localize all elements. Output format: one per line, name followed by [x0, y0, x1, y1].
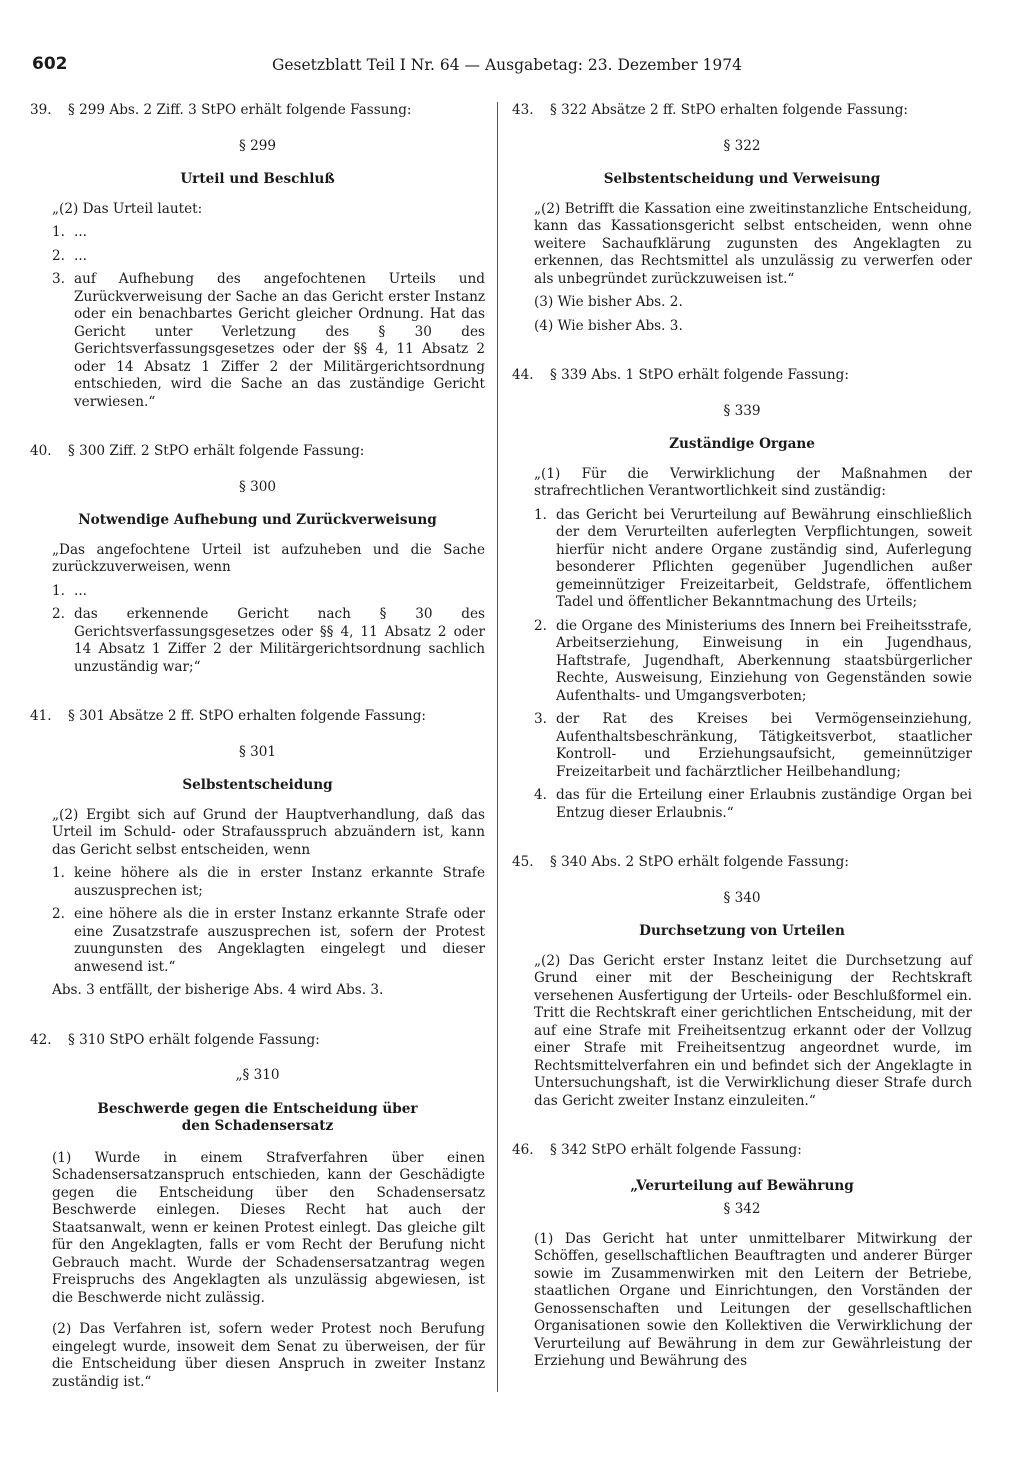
list-item: 3. der Rat des Kreises bei Vermögenseinziehung, Aufenthaltsbeschränkung, Tätigkeitsverbot, staatlicher Kontroll- und Erziehungsaufsicht, gemeinnütziger Freizeitarbeit und fachärztlicher Heilbehandlung;	[534, 711, 972, 780]
section-heading: Durchsetzung von Urteilen	[639, 923, 845, 939]
closing-note: Abs. 3 entfällt, der bisherige Abs. 4 wird Abs. 3.	[52, 982, 384, 998]
list-item: 2. ...	[52, 247, 87, 264]
amendment-number: 39.	[30, 102, 52, 118]
amendment-39	[30, 102, 485, 120]
amendment-intro: § 340 Abs. 2 StPO erhält folgende Fassung:	[550, 854, 849, 870]
amendment-46	[512, 1142, 972, 1160]
section-number: § 340	[723, 889, 761, 906]
section-number: § 301	[238, 743, 277, 760]
section-heading: „Verurteilung auf Bewährung	[630, 1177, 854, 1194]
section-heading	[30, 1101, 485, 1136]
section-heading: Selbstentscheidung und Verweisung	[603, 171, 881, 187]
section-heading: Urteil und Beschluß	[180, 171, 335, 187]
amendment-44	[512, 367, 972, 385]
quote-start: „(2) Ergibt sich auf Grund der Hauptverhandlung, daß das Urteil im Schuld- oder Strafausspruch abzuändern ist, kann das Gericht selbst entscheiden, wenn	[52, 806, 485, 858]
list-item: 1. ...	[52, 224, 87, 240]
heading-line: Beschwerde gegen die Entscheidung über	[97, 1100, 418, 1117]
right-column	[512, 102, 972, 1377]
amendment-intro: § 342 StPO erhält folgende Fassung:	[550, 1142, 802, 1158]
list-item: 1. keine höhere als die in erster Instanz erkannte Strafe auszusprechen ist;	[52, 865, 485, 899]
paragraph: (1) Das Gericht hat unter unmittelbarer Mitwirkung der Schöffen, gesellschaftlichen Beauftragten und anderer Bürger sowie im Zusammenwirken mit den Leitern der Betriebe, staatlichen Organe und Einrichtungen, den Vorständen der Genossenschaften und Leitungen der gesellschaftlichen Organisationen sowie den Kollektiven die Verwirklichung der Verurteilung auf Bewährung in dem zur Gewährleistung der Erziehung und Bewährung des	[534, 1230, 972, 1369]
section-number: § 299	[238, 137, 277, 154]
section-heading: Zuständige Organe	[669, 436, 815, 452]
amendment-42	[30, 1032, 485, 1050]
quote-start: „(2) Das Urteil lautet:	[52, 200, 203, 217]
quote-start: „(1) Für die Verwirklichung der Maßnahmen der strafrechtlichen Verantwortlichkeit sind zuständig:	[534, 465, 972, 499]
quote-start: „Das angefochtene Urteil ist aufzuheben und die Sache zurückzuverweisen, wenn	[52, 541, 485, 575]
amendment-43	[512, 102, 972, 120]
section-number: § 342	[723, 1201, 761, 1217]
amendment-41	[30, 708, 485, 726]
list-item: 3. auf Aufhebung des angefochtenen Urteils und Zurückverweisung der Sache an das Gericht erster Instanz oder ein benachbartes Gericht gleicher Ordnung. Hat das Gericht unter Verletzung des § 30 des Gerichtsverfassungsgesetzes oder der §§ 4, 11 Absatz 2 oder 14 Absatz 1 Ziffer 2 der Militärgerichtsordnung entschieden, wird die Sache an das zuständige Gericht verwiesen.“	[52, 271, 485, 410]
paragraph: (1) Wurde in einem Strafverfahren über einen Schadensersatzanspruch entschieden, kann der Geschädigte gegen die Entscheidung über den Schadensersatz Beschwerde einlegen. Dieses Recht hat auch der Staatsanwalt, wenn er keinen Protest einlegt. Das gleiche gilt für den Angeklagten, falls er vom Recht der Berufung nicht Gebrauch macht. Wurde der Schadensersatzantrag wegen Freispruchs des Angeklagten als unzulässig abgewiesen, ist die Beschwerde nicht zulässig.	[52, 1149, 485, 1306]
amendment-number: 44.	[512, 367, 534, 383]
amendment-intro: § 300 Ziff. 2 StPO erhält folgende Fassung:	[68, 443, 365, 459]
amendment-intro: § 310 StPO erhält folgende Fassung:	[68, 1031, 320, 1048]
paragraph: „(2) Betrifft die Kassation eine zweitinstanzliche Entscheidung, kann das Kassationsgericht selbst entscheiden, wenn ohne weitere Sachaufklärung zugunsten des Angeklagten zu erkennen, das Rechtsmittel als unzulässig zu verwerfen oder als unbegründet zurückzuweisen ist.“	[534, 200, 972, 287]
list-item: 4. das für die Erteilung einer Erlaubnis zuständige Organ bei Entzug dieser Erlaubnis.“	[534, 787, 972, 821]
paragraph: „(2) Das Gericht erster Instanz leitet die Durchsetzung auf Grund einer mit der Bescheinigung der Rechtskraft versehenen Ausfertigung der Urteils- oder Beschlußformel ein. Tritt die Rechtskraft einer gerichtlichen Entscheidung, mit der auf eine Strafe mit Freiheitsentzug erkannt oder der Vollzug einer Strafe mit Freiheitsentzug angeordnet wurde, im Rechtsmittelverfahren ein und befindet sich der Angeklagte in Untersuchungshaft, ist die Verwirklichung dieser Strafe durch das Gericht zweiter Instanz einzuleiten.“	[534, 952, 972, 1109]
amendment-intro: § 322 Absätze 2 ff. StPO erhalten folgende Fassung:	[550, 102, 908, 118]
section-number: § 339	[723, 402, 761, 419]
amendment-45	[512, 854, 972, 872]
amendment-intro: § 301 Absätze 2 ff. StPO erhalten folgende Fassung:	[68, 708, 426, 724]
list-item: 2. die Organe des Ministeriums des Innern bei Freiheitsstrafe, Arbeitserziehung, Einweisung in ein Jugendhaus, Haftstrafe, Jugendhaft, Aberkennung staatsbürgerlicher Rechte, Ausweisung, Einziehung von Gegenständen sowie Aufenthalts- und Umgangsverboten;	[534, 617, 972, 704]
section-heading: Notwendige Aufhebung und Zurückverweisung	[78, 512, 437, 528]
section-number: „§ 310	[235, 1067, 280, 1083]
amendment-number: 45.	[512, 854, 534, 870]
amendment-number: 40.	[30, 443, 52, 459]
column-divider	[497, 102, 498, 1392]
heading-line: den Schadensersatz	[181, 1118, 334, 1134]
list-item: 1. ...	[52, 582, 87, 599]
left-column	[30, 102, 485, 1397]
section-heading: Selbstentscheidung	[182, 777, 333, 793]
amendment-intro: § 299 Abs. 2 Ziff. 3 StPO erhält folgende Fassung:	[68, 102, 412, 118]
paragraph: (3) Wie bisher Abs. 2.	[534, 294, 683, 310]
amendment-number: 46.	[512, 1142, 534, 1158]
paragraph: (4) Wie bisher Abs. 3.	[534, 317, 683, 334]
header-title: Gesetzblatt Teil I Nr. 64 — Ausgabetag: 23. Dezember 1974	[272, 56, 743, 74]
page-header	[32, 54, 752, 80]
amendment-intro: § 339 Abs. 1 StPO erhält folgende Fassung:	[550, 367, 849, 383]
section-number: § 300	[238, 478, 277, 495]
list-item: 2. das erkennende Gericht nach § 30 des Gerichtsverfassungsgesetzes oder §§ 4, 11 Absatz 2 oder 14 Absatz 1 Ziffer 2 der Militärgerichtsordnung sachlich unzuständig war;“	[52, 606, 485, 675]
amendment-number: 42.	[30, 1031, 52, 1048]
paragraph: (2) Das Verfahren ist, sofern weder Protest noch Berufung eingelegt wurde, insoweit dem Senat zu überweisen, der für die Entscheidung über diesen Anspruch in zweiter Instanz zuständig ist.“	[52, 1321, 485, 1390]
amendment-number: 41.	[30, 708, 52, 724]
list-item: 2. eine höhere als die in erster Instanz erkannte Strafe oder eine Zusatzstrafe auszusprechen ist, sofern der Protest zuungunsten des Angeklagten eingelegt und dieser anwesend ist.“	[52, 906, 485, 975]
amendment-number: 43.	[512, 102, 534, 118]
list-item: 1. das Gericht bei Verurteilung auf Bewährung einschließlich der dem Verurteilten auferlegten Verpflichtungen, soweit hierfür nicht andere Organe zuständig sind, Auferlegung besonderer Pflichten gegenüber Jugendlichen außer gemeinnütziger Freizeitarbeit, Geldstrafe, öffentlichem Tadel und öffentlicher Bekanntmachung des Urteils;	[534, 506, 972, 610]
amendment-40	[30, 443, 485, 461]
section-number: § 322	[723, 137, 761, 154]
page-number: 602	[32, 54, 68, 74]
